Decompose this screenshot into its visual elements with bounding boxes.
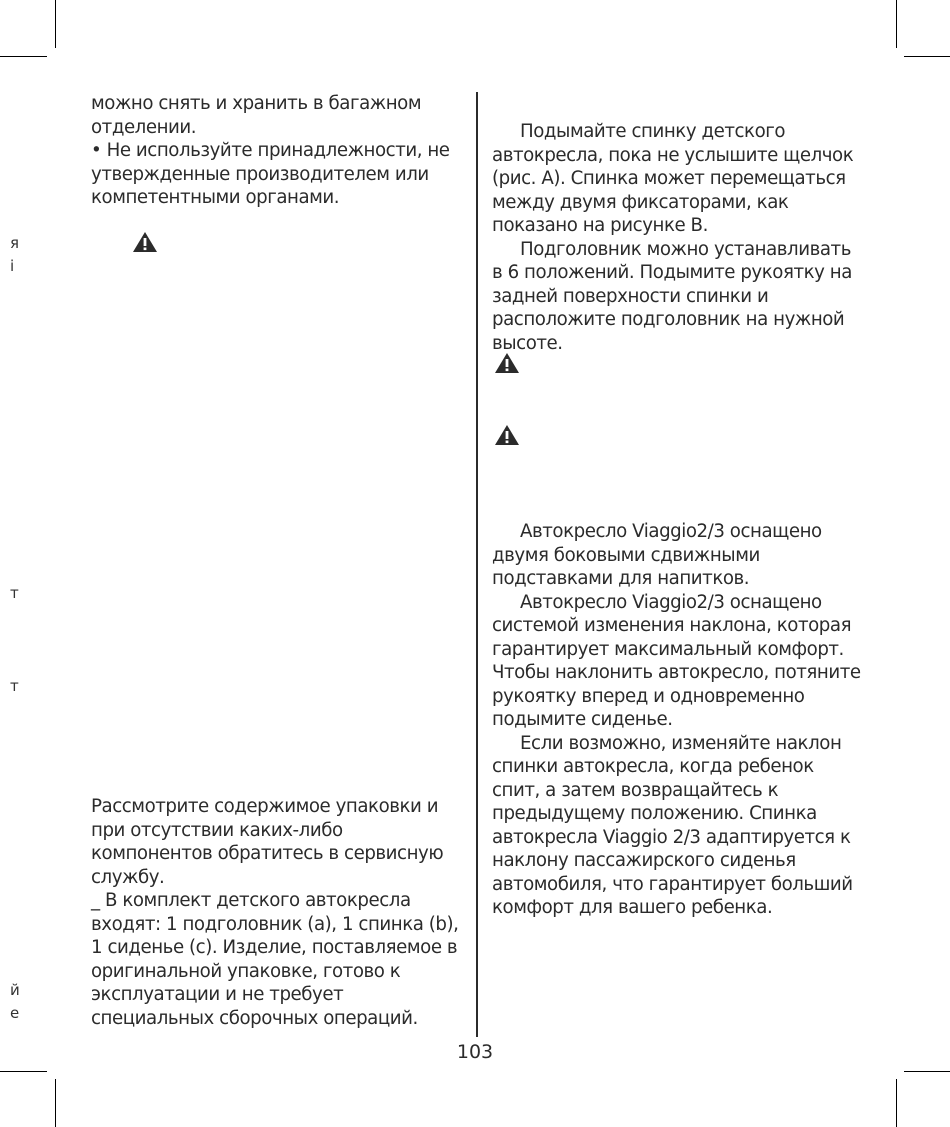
warning-triangle-icon	[132, 231, 158, 253]
margin-fragment: й	[10, 981, 20, 999]
paragraph: можно снять и хранить в багажном отделении.	[91, 93, 422, 138]
warning-triangle-icon	[494, 424, 520, 446]
paragraph: • Не используйте принадлежности, не утвержденные производителем или компетентными органами.	[91, 140, 450, 208]
paragraph: Подголовник можно устанавливать в 6 положений. Подымите рукоятку на задней поверхности спинки и расположите подголовник на нужной высоте.	[492, 238, 852, 354]
margin-fragment: я	[10, 234, 20, 252]
page-number: 103	[456, 1041, 494, 1063]
crop-mark	[904, 1071, 950, 1072]
right-column-bottom	[492, 520, 866, 920]
margin-fragment: т	[10, 584, 19, 602]
warning-triangle-icon	[494, 352, 520, 374]
paragraph: Автокресло Viaggio2/3 оснащено двумя боковыми сдвижными подставками для напитков.	[492, 521, 822, 589]
crop-mark	[0, 1071, 47, 1072]
margin-fragment: і	[10, 257, 15, 275]
margin-fragment: е	[10, 1004, 20, 1022]
crop-mark	[896, 0, 897, 48]
left-column-bottom	[91, 795, 463, 1030]
paragraph: Рассмотрите содержимое упаковки и при отсутствии каких-либо компонентов обратитесь в сервисную службу.	[91, 796, 444, 888]
margin-fragment: т	[10, 677, 19, 695]
column-divider	[476, 92, 478, 1037]
left-column-top	[91, 92, 463, 210]
crop-mark	[55, 0, 56, 48]
paragraph: Подымайте спинку детского автокресла, пока не услышите щелчок (рис. A). Спинка может перемещаться между двумя фиксаторами, как показано на рисунке B.	[492, 121, 854, 236]
crop-mark	[896, 1079, 897, 1127]
crop-mark	[55, 1079, 56, 1127]
right-column-top	[492, 120, 866, 355]
crop-mark	[904, 56, 950, 57]
paragraph: Автокресло Viaggio2/3 оснащено системой изменения наклона, которая гарантирует максимальный комфорт. Чтобы наклонить автокресло, потяните рукоятку вперед и одновременно подымите сиденье.	[492, 591, 861, 730]
paragraph: Если возможно, изменяйте наклон спинки автокресла, когда ребенок спит, а затем возвращайтесь к предыдущему положению. Спинка автокресла Viaggio 2/3 адаптируется к наклону пассажирского сиденья автомобиля, что гарантирует больший комфорт для вашего ребенка.	[492, 732, 853, 918]
paragraph: _ В комплект детского автокресла входят: 1 подголовник (a), 1 спинка (b), 1 сиденье (c). Изделие, поставляемое в оригинальной упаковке, готово к эксплуатации и не требует специальных сборочных операций.	[91, 890, 459, 1029]
crop-mark	[0, 56, 47, 57]
